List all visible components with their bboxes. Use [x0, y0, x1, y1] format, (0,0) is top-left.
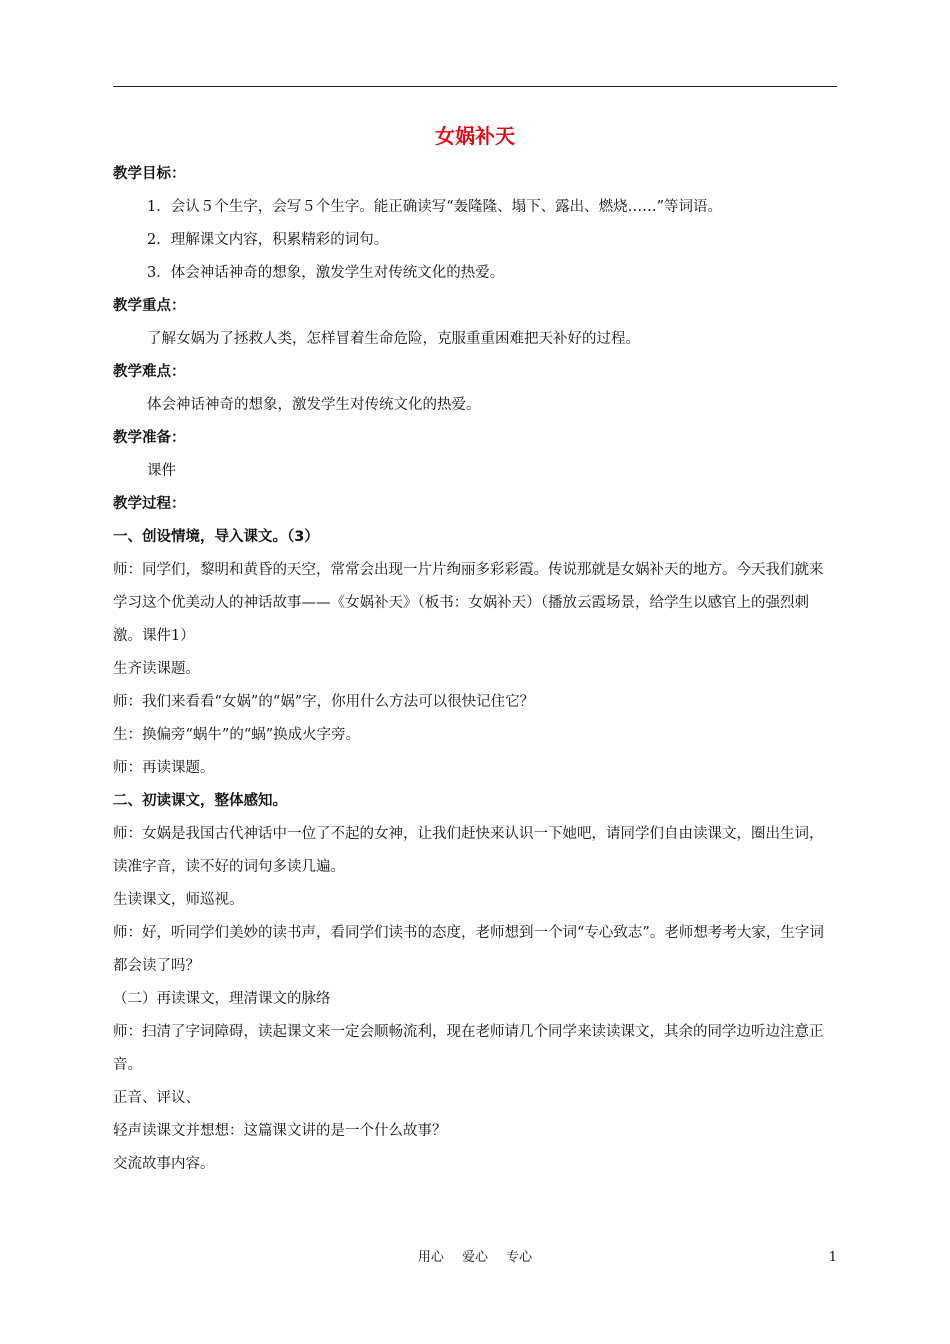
step2-heading: 二、初读课文，整体感知。	[113, 793, 287, 809]
paragraph: 师：扫清了字词障碍，读起课文来一定会顺畅流利，现在老师请几个同学来读读课文，其余的同学边听边注意正音。	[113, 1024, 824, 1073]
difficulty-heading: 教学难点：	[113, 364, 186, 380]
paragraph: 正音、评议、	[113, 1090, 200, 1106]
paragraph: 师：我们来看看“女娲”的“娲”字，你用什么方法可以很快记住它？	[113, 694, 535, 710]
document-body	[113, 158, 837, 1181]
paragraph: 生：换偏旁“蜗牛”的“蜗”换成火字旁。	[113, 727, 361, 743]
paragraph: 师：再读课题。	[113, 760, 215, 776]
paragraph: 生齐读课题。	[113, 661, 200, 677]
subsection-heading: （二）再读课文，理清课文的脉络	[113, 991, 331, 1007]
paragraph: 师：同学们，黎明和黄昏的天空，常常会出现一片片绚丽多彩彩霞。传说那就是女娲补天的地方。今天我们就来学习这个优美动人的神话故事——《女娲补天》（板书：女娲补天）（播放云霞场景，给学生以感官上的强烈刺激。课件1）	[113, 562, 824, 644]
paragraph: 师：女娲是我国古代神话中一位了不起的女神，让我们赶快来认识一下她吧，请同学们自由读课文，圈出生词，读准字音，读不好的词句多读几遍。	[113, 826, 824, 875]
page-number: 1	[828, 1250, 837, 1265]
step1-heading: 一、创设情境，导入课文。（3）	[113, 529, 319, 545]
footer-motto: 用心 爱心 专心	[417, 1250, 533, 1265]
paragraph: 生读课文，师巡视。	[113, 892, 244, 908]
goal-item: 1．会认５个生字，会写５个生字。能正确读写“轰隆隆、塌下、露出、燃烧……”等词语。	[147, 199, 723, 215]
goals-heading: 教学目标：	[113, 166, 186, 182]
paragraph: 轻声读课文并想想：这篇课文讲的是一个什么故事？	[113, 1123, 447, 1139]
key-heading: 教学重点：	[113, 298, 186, 314]
header-rule	[113, 86, 837, 87]
process-heading: 教学过程：	[113, 496, 186, 512]
document-title: 女娲补天	[435, 124, 515, 148]
page-footer	[113, 1246, 837, 1270]
goal-item: 3．体会神话神奇的想象，激发学生对传统文化的热爱。	[147, 265, 505, 281]
difficulty-text: 体会神话神奇的想象，激发学生对传统文化的热爱。	[147, 397, 481, 413]
prep-text: 课件	[147, 463, 176, 479]
goal-item: 2．理解课文内容，积累精彩的词句。	[147, 232, 389, 248]
key-text: 了解女娲为了拯救人类，怎样冒着生命危险，克服重重困难把天补好的过程。	[147, 331, 640, 347]
prep-heading: 教学准备：	[113, 430, 186, 446]
paragraph: 师：好，听同学们美妙的读书声，看同学们读书的态度，老师想到一个词“专心致志”。老师想考考大家，生字词都会读了吗？	[113, 925, 824, 974]
paragraph: 交流故事内容。	[113, 1156, 215, 1172]
